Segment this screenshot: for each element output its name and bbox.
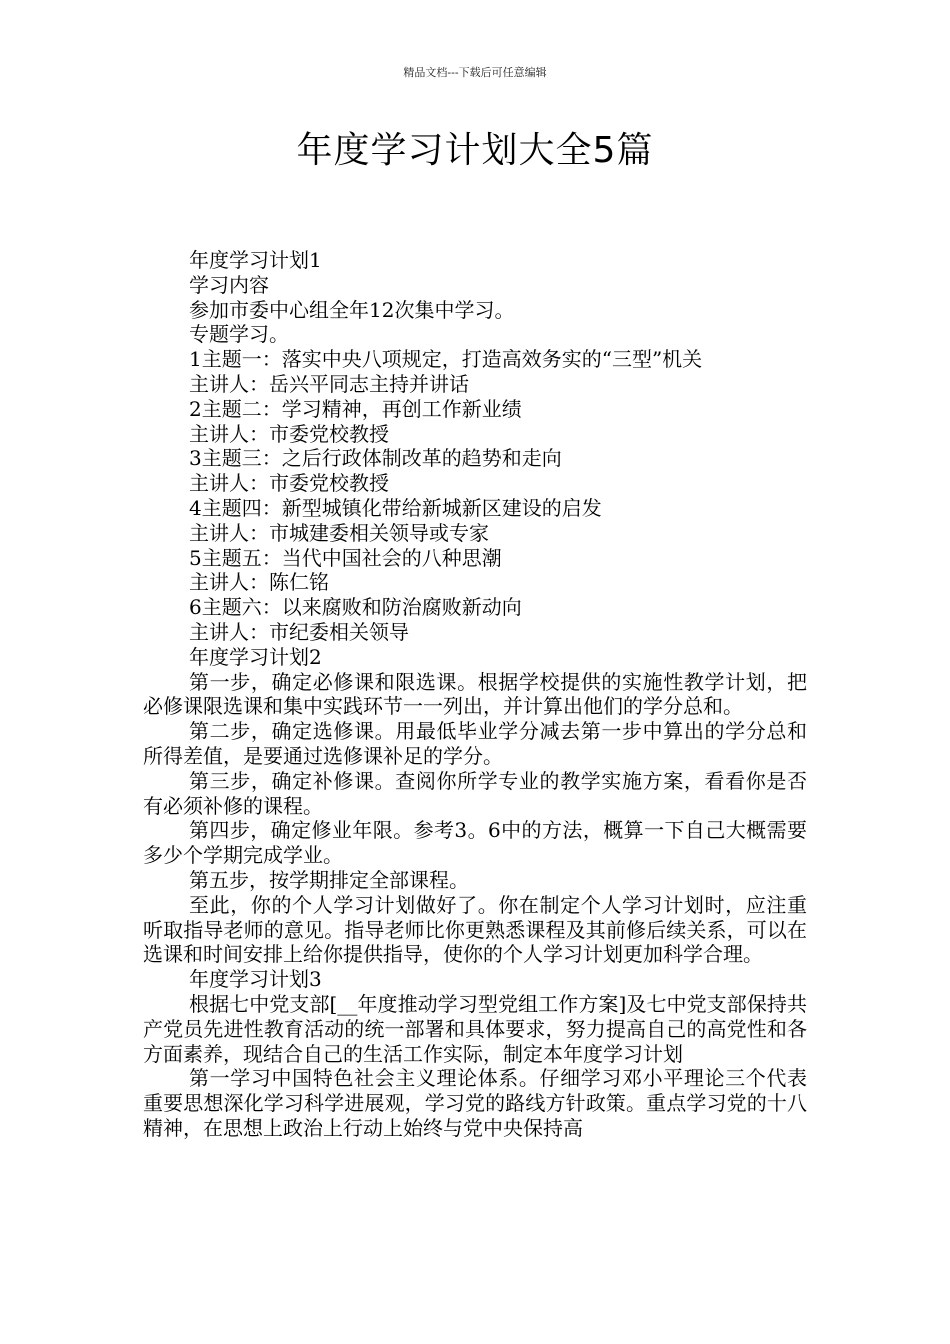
paragraph: 第五步，按学期排定全部课程。	[189, 867, 469, 892]
paragraph: 5主题五：当代中国社会的八种思潮	[189, 545, 502, 570]
document-body	[143, 248, 807, 1141]
document-title: 年度学习计划大全5篇	[296, 130, 654, 171]
paragraph: 4主题四：新型城镇化带给新城新区建设的启发	[189, 495, 602, 520]
paragraph: 主讲人：市城建委相关领导或专家	[189, 520, 489, 545]
paragraph: 第二步，确定选修课。用最低毕业学分减去第一步中算出的学分总和所得差值，是要通过选修课补足的学分。	[143, 719, 807, 768]
header-note: 精品文档---下载后可任意编辑	[403, 66, 547, 79]
paragraph: 2主题二：学习精神，再创工作新业绩	[189, 396, 522, 421]
paragraph: 年度学习计划3	[189, 967, 322, 992]
paragraph: 第四步，确定修业年限。参考3。6中的方法，概算一下自己大概需要多少个学期完成学业。	[143, 818, 807, 868]
paragraph: 年度学习计划1	[189, 248, 322, 272]
paragraph: 主讲人：市委党校教授	[189, 471, 389, 496]
paragraph: 主讲人：市纪委相关领导	[189, 619, 409, 644]
paragraph: 参加市委中心组全年12次集中学习。	[189, 297, 515, 322]
paragraph: 第三步，确定补修课。查阅你所学专业的教学实施方案，看看你是否有必须补修的课程。	[143, 768, 807, 818]
paragraph: 专题学习。	[189, 322, 289, 347]
paragraph: 主讲人：市委党校教授	[189, 421, 389, 446]
paragraph: 根据七中党支部[__年度推动学习型党组工作方案]及七中党支部保持共产党员先进性教育活动的统一部署和具体要求，努力提高自己的高党性和各方面素养，现结合自己的生活工作实际，制定本年度学习计划	[143, 991, 807, 1066]
paragraph: 至此，你的个人学习计划做好了。你在制定个人学习计划时，应注重听取指导老师的意见。指导老师比你更熟悉课程及其前修后续关系，可以在选课和时间安排上给你提供指导，使你的个人学习计划更加科学合理。	[143, 892, 807, 967]
paragraph: 第一学习中国特色社会主义理论体系。仔细学习邓小平理论三个代表重要思想深化学习科学进展观，学习党的路线方针政策。重点学习党的十八精神，在思想上政治上行动上始终与党中央保持高	[143, 1066, 807, 1140]
paragraph: 主讲人：陈仁铭	[189, 570, 329, 595]
paragraph: 主讲人：岳兴平同志主持并讲话	[189, 371, 469, 396]
paragraph: 6主题六：以来腐败和防治腐败新动向	[189, 595, 522, 620]
paragraph: 1主题一：落实中央八项规定，打造高效务实的“三型”机关	[189, 347, 703, 372]
paragraph: 第一步，确定必修课和限选课。根据学校提供的实施性教学计划，把必修课限选课和集中实践环节一一列出，并计算出他们的学分总和。	[143, 669, 807, 719]
paragraph: 学习内容	[189, 272, 269, 297]
paragraph: 年度学习计划2	[189, 644, 322, 669]
paragraph: 3主题三：之后行政体制改革的趋势和走向	[189, 446, 562, 471]
